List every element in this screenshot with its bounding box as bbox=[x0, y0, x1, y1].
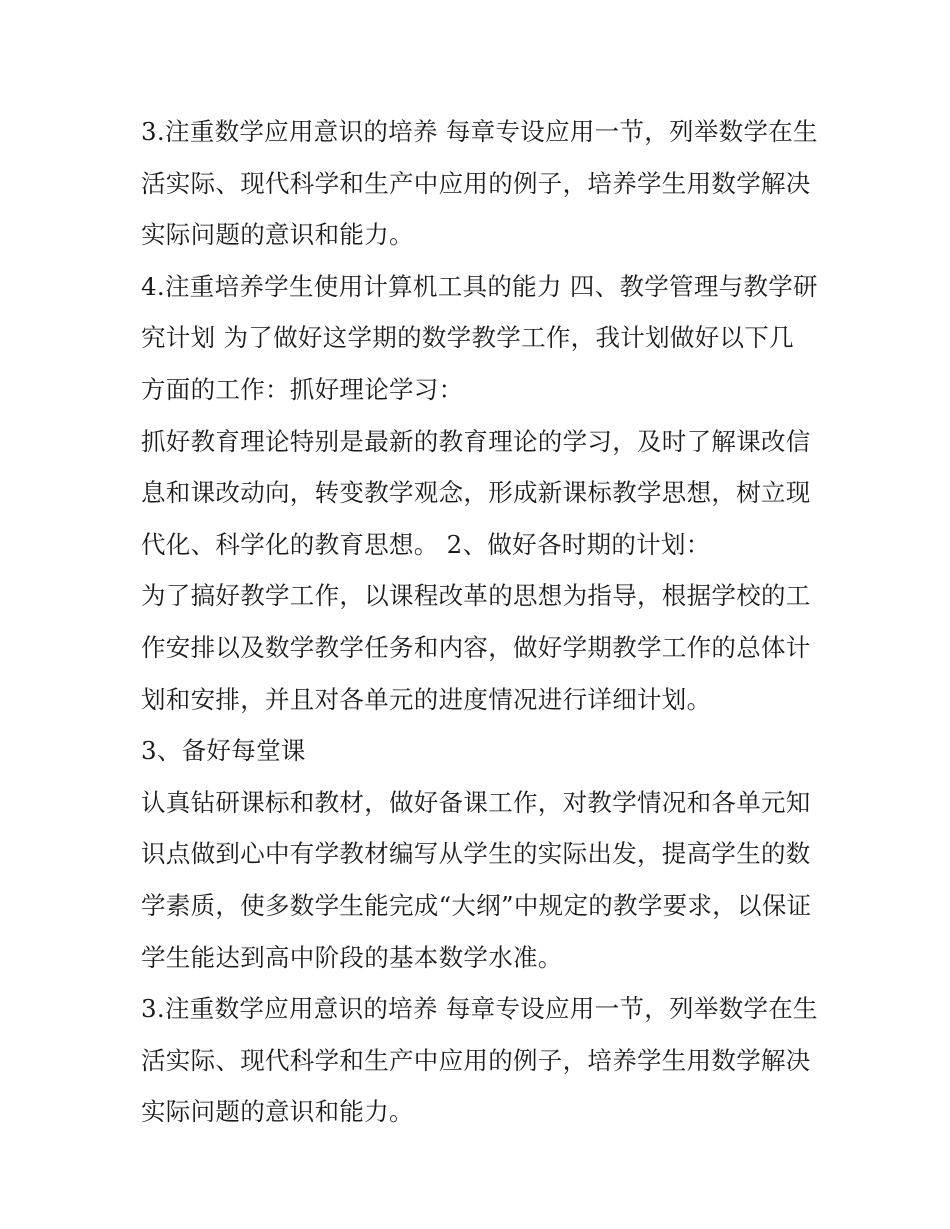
text-line: 实际问题的意识和能力。 bbox=[141, 1097, 414, 1127]
text-line: 学素质，使多数学生能完成“大纲”中规定的教学要求，以保证 bbox=[141, 890, 812, 920]
text-line: 究计划 为了做好这学期的数学教学工作，我计划做好以下几 bbox=[141, 323, 794, 353]
text-line: 4.注重培养学生使用计算机工具的能力 四、教学管理与教学研 bbox=[141, 271, 818, 301]
text-line: 作安排以及数学教学任务和内容，做好学期教学工作的总体计 bbox=[141, 632, 811, 662]
text-line: 实际问题的意识和能力。 bbox=[141, 220, 414, 250]
text-line: 3.注重数学应用意识的培养 每章专设应用一节，列举数学在生 bbox=[141, 994, 818, 1024]
text-line: 为了搞好教学工作，以课程改革的思想为指导，根据学校的工 bbox=[141, 581, 811, 611]
text-line: 3、备好每堂课 bbox=[141, 736, 306, 766]
text-line: 活实际、现代科学和生产中应用的例子，培养学生用数学解决 bbox=[141, 168, 811, 198]
text-line: 代化、科学化的教育思想。 2、做好各时期的计划： bbox=[141, 529, 711, 559]
text-line: 学生能达到高中阶段的基本数学水准。 bbox=[141, 942, 563, 972]
text-line: 划和安排，并且对各单元的进度情况进行详细计划。 bbox=[141, 684, 712, 714]
text-line: 息和课改动向，转变教学观念，形成新课标教学思想，树立现 bbox=[141, 478, 811, 508]
text-line: 活实际、现代科学和生产中应用的例子，培养学生用数学解决 bbox=[141, 1045, 811, 1075]
document-body bbox=[141, 106, 831, 1138]
text-line: 认真钻研课标和教材，做好备课工作，对教学情况和各单元知 bbox=[141, 787, 811, 817]
text-line: 识点做到心中有学教材编写从学生的实际出发，提高学生的数 bbox=[141, 839, 811, 869]
text-line: 方面的工作：抓好理论学习： bbox=[141, 374, 464, 404]
text-line: 抓好教育理论特别是最新的教育理论的学习，及时了解课改信 bbox=[141, 426, 811, 456]
text-line: 3.注重数学应用意识的培养 每章专设应用一节，列举数学在生 bbox=[141, 117, 818, 146]
